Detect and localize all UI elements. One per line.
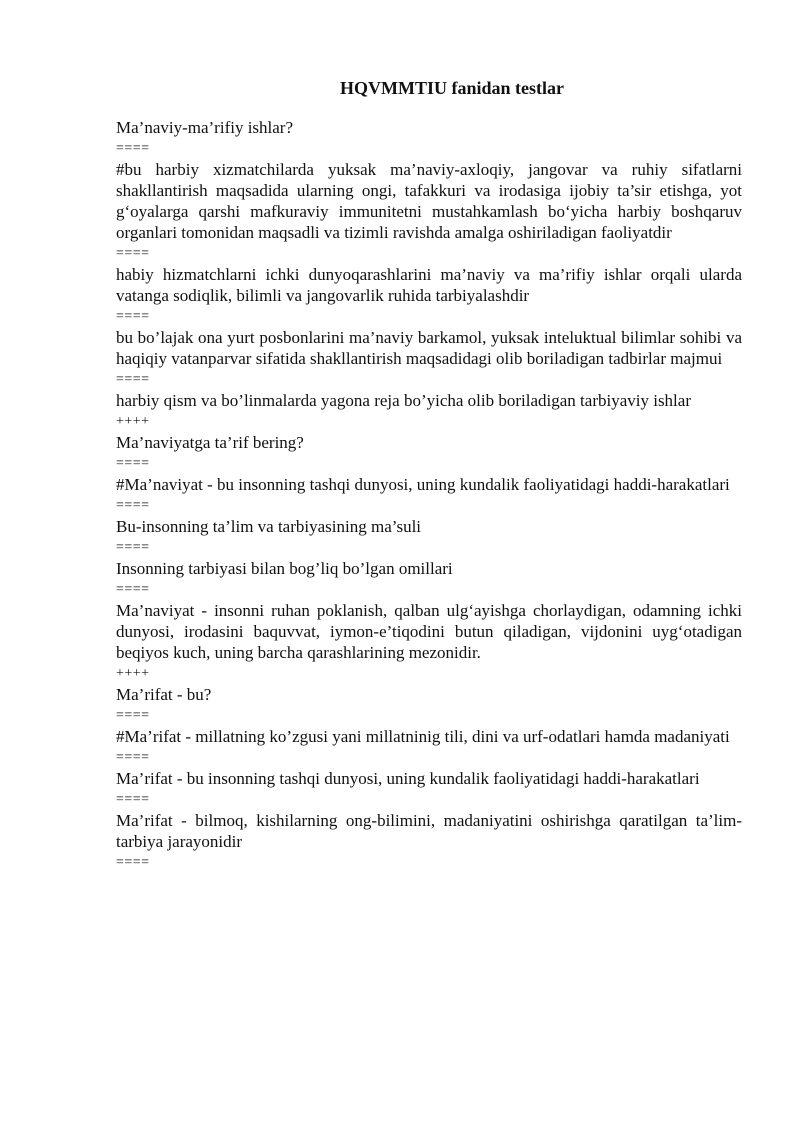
- question-text: Ma’naviyatga ta’rif bering?: [116, 433, 304, 452]
- answer-option: Ma’rifat - bilmoq, kishilarning ong-bilimini, madaniyatini oshirishga qaratilgan ta’lim-tarbiya jarayonidir: [116, 811, 742, 851]
- document-body: [116, 117, 742, 873]
- question-separator: ++++: [116, 414, 150, 429]
- answer-separator: ====: [116, 582, 150, 597]
- answer-separator: ====: [116, 855, 150, 870]
- answer-separator: ====: [116, 498, 150, 513]
- answer-option: bu bo’lajak ona yurt posbonlarini ma’naviy barkamol, yuksak inteluktual bilimlar sohibi va haqiqiy vatanparvar sifatida shakllantirish maqsadidagi olib boriladigan tadbirlar majmui: [116, 328, 742, 368]
- answer-separator: ====: [116, 141, 150, 156]
- answer-separator: ====: [116, 456, 150, 471]
- answer-separator: ====: [116, 750, 150, 765]
- answer-option: Insonning tarbiyasi bilan bog’liq bo’lgan omillari: [116, 559, 453, 578]
- answer-option: #Ma’naviyat - bu insonning tashqi dunyosi, uning kundalik faoliyatidagi haddi-harakatlari: [116, 475, 730, 494]
- answer-separator: ====: [116, 372, 150, 387]
- answer-option: harbiy qism va bo’linmalarda yagona reja bo’yicha olib boriladigan tarbiyaviy ishlar: [116, 391, 691, 410]
- answer-option: Ma’rifat - bu insonning tashqi dunyosi, uning kundalik faoliyatidagi haddi-harakatlari: [116, 769, 700, 788]
- question-text: Ma’rifat - bu?: [116, 685, 212, 704]
- answer-option: habiy hizmatchlarni ichki dunyoqarashlarini ma’naviy va ma’rifiy ishlar orqali ularda vatanga sodiqlik, bilimli va jangovarlik ruhida tarbiyalashdir: [116, 265, 742, 305]
- answer-separator: ====: [116, 708, 150, 723]
- answer-separator: ====: [116, 792, 150, 807]
- answer-option: #bu harbiy xizmatchilarda yuksak ma’naviy-axloqiy, jangovar va ruhiy sifatlarni shakllantirish maqsadida ularning ongi, tafakkuri va irodasiga ijobiy ta’sir etishga, yot g‘oyalarga qarshi mafkuraviy immunitetni mustahkamlash bo‘yicha harbiy boshqaruv organlari tomonidan maqsadli va tizimli ravishda amalga oshiriladigan faoliyatdir: [116, 160, 742, 242]
- answer-separator: ====: [116, 309, 150, 324]
- answer-option: #Ma’rifat - millatning ko’zgusi yani millatninig tili, dini va urf-odatlari hamda madaniyati: [116, 727, 730, 746]
- answer-option: Ma’naviyat - insonni ruhan poklanish, qalban ulg‘ayishga chorlaydigan, odamning ichki dunyosi, irodasini baquvvat, iymon-e’tiqodini butun qiladigan, vijdonini uyg‘otadigan beqiyos kuch, uning barcha qarashlarining mezonidir.: [116, 601, 742, 662]
- question-separator: ++++: [116, 666, 150, 681]
- answer-separator: ====: [116, 540, 150, 555]
- answer-option: Bu-insonning ta’lim va tarbiyasining ma’suli: [116, 517, 422, 536]
- page-title: HQVMMTIU fanidan testlar: [340, 78, 564, 98]
- answer-separator: ====: [116, 246, 150, 261]
- question-text: Ma’naviy-ma’rifiy ishlar?: [116, 118, 294, 137]
